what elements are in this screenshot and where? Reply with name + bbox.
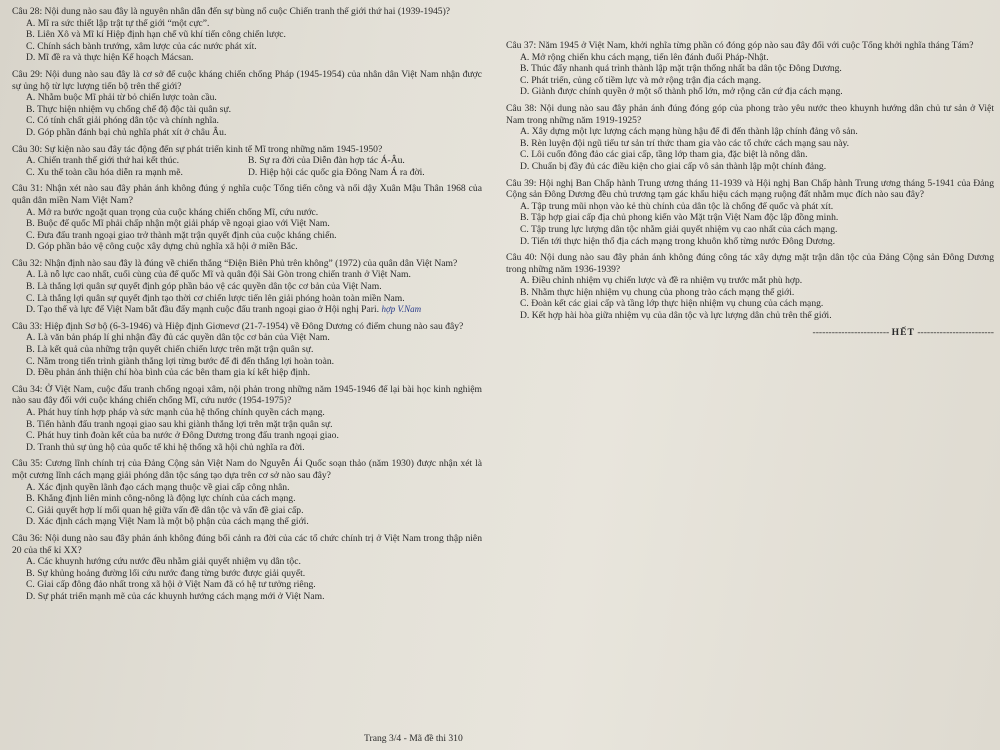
option-a: A. Nhằm buộc Mĩ phải từ bỏ chiến lược toàn cầu. xyxy=(26,92,217,104)
option-d: D. Sự phát triển mạnh mẽ của các khuynh hướng cách mạng mới ở Việt Nam. xyxy=(26,590,325,602)
option-row xyxy=(12,167,482,179)
option-b: B. Tiến hành đấu tranh ngoại giao sau khi giành thắng lợi trên mặt trận quân sự. xyxy=(26,418,333,430)
option-d: D. Xác định cách mạng Việt Nam là một bộ phận của cách mạng thế giới. xyxy=(26,516,309,528)
option-c: C. Xu thế toàn cầu hóa diễn ra mạnh mẽ. xyxy=(26,166,183,178)
option-d: D. Hiệp hội các quốc gia Đông Nam Á ra đời. xyxy=(248,166,425,178)
handwritten-note: hợp V.Nam xyxy=(381,304,422,315)
question-39 xyxy=(506,178,994,248)
question-stem: Câu 36: Nội dung nào sau đây phản ánh không đúng bối cảnh ra đời của các tổ chức chính trị ở Việt Nam trong thập niên 20 của thế kỉ XX? xyxy=(12,532,482,556)
question-32 xyxy=(12,258,482,316)
option-b: B. Là kết quả của những trận quyết chiến chiến lược trên mặt trận quân sự. xyxy=(26,344,314,356)
option-d: D. Chuẩn bị đầy đủ các điều kiện cho giai cấp vô sản thành lập một chính đảng. xyxy=(520,160,827,172)
option-c: C. Giải quyết hợp lí mối quan hệ giữa vấn đề dân tộc và vấn đề giai cấp. xyxy=(26,504,304,516)
question-stem: Câu 31: Nhận xét nào sau đây phản ánh không đúng ý nghĩa cuộc Tổng tiến công và nổi dậy Xuân Mậu Thân 1968 của quân dân miền Nam Việt Nam? xyxy=(12,183,482,206)
option-b: B. Thúc đẩy nhanh quá trình thành lập mặt trận thống nhất ba dân tộc Đông Dương. xyxy=(520,63,842,75)
option-c: C. Nằm trong tiến trình giành thắng lợi từng bước để đi đến thắng lợi hoàn toàn. xyxy=(26,355,335,367)
option-b: B. Thực hiện nhiệm vụ chống chế độ độc tài quân sự. xyxy=(26,103,231,115)
option-d: D. Góp phần bảo vệ công cuộc xây dựng chủ nghĩa xã hội ở miền Bắc. xyxy=(26,241,298,253)
option-d: D. Góp phần đánh bại chủ nghĩa phát xít ở châu Âu. xyxy=(26,126,227,138)
question-31 xyxy=(12,183,482,253)
option-a: A. Chiến tranh thế giới thứ hai kết thúc. xyxy=(26,155,180,167)
question-29 xyxy=(12,69,482,139)
option-a: A. Tập trung mũi nhọn vào kẻ thù chính của dân tộc là chống đế quốc và phát xít. xyxy=(520,200,834,212)
option-b: B. Nhằm thực hiện nhiệm vụ chung của phong trào cách mạng thế giới. xyxy=(520,286,795,298)
option-a: A. Xác định quyền lãnh đạo cách mạng thuộc về giai cấp công nhân. xyxy=(26,481,290,493)
option-b: B. Liên Xô và Mĩ kí Hiệp định hạn chế vũ khí tiến công chiến lược. xyxy=(26,29,286,41)
end-text: HẾT xyxy=(891,326,915,338)
question-36 xyxy=(12,533,482,603)
question-stem: Câu 32: Nhận định nào sau đây là đúng về chiến thắng “Điện Biên Phủ trên không” (1972) của quân dân Việt Nam? xyxy=(12,257,458,269)
option-a: A. Mở ra bước ngoặt quan trọng của cuộc kháng chiến chống Mĩ, cứu nước. xyxy=(26,206,319,218)
option-c: C. Giai cấp đông đảo nhất trong xã hội ở Việt Nam đã có hệ tư tưởng riêng. xyxy=(26,579,316,591)
option-c: C. Đoàn kết các giai cấp và tầng lớp thực hiện nhiệm vụ chung của cách mạng. xyxy=(520,298,824,310)
option-a: A. Mở rộng chiến khu cách mạng, tiến lên đánh đuổi Pháp-Nhật. xyxy=(520,51,769,63)
right-column xyxy=(506,40,994,338)
option-a: A. Xây dựng một lực lượng cách mạng hùng hậu để đi đến thành lập chính đảng vô sản. xyxy=(520,126,858,138)
option-c: C. Lôi cuốn đông đảo các giai cấp, tầng lớp tham gia, đặc biệt là nông dân. xyxy=(520,149,808,161)
option-b: B. Sự ra đời của Diễn đàn hợp tác Á-Âu. xyxy=(248,155,405,167)
question-stem: Câu 30: Sự kiện nào sau đây tác động đến sự phát triển kinh tế Mĩ trong những năm 1945-1950? xyxy=(12,143,383,155)
question-stem: Câu 37: Năm 1945 ở Việt Nam, khởi nghĩa từng phần có đóng góp nào sau đây đối với cuộc Tổng khởi nghĩa tháng Tám? xyxy=(506,40,974,51)
question-stem: Câu 38: Nội dung nào sau đây phản ánh đúng đóng góp của phong trào yêu nước theo khuynh hướng dân chủ tư sản ở Việt Nam trong những năm 1919-1925? xyxy=(506,102,994,126)
end-marker xyxy=(506,327,994,339)
end-dashes-left: ------------------------ xyxy=(812,326,890,338)
option-c: C. Phát triển, củng cố tiềm lực và mở rộng trận địa cách mạng. xyxy=(520,74,761,86)
option-c: C. Tập trung lực lượng dân tộc nhằm giải quyết nhiệm vụ cao nhất của cách mạng. xyxy=(520,223,838,235)
question-stem: Câu 34: Ở Việt Nam, cuộc đấu tranh chống ngoại xâm, nội phản trong những năm 1945-1946 để lại bài học kinh nghiệm nào sau đây đối với cuộc kháng chiến chống Mĩ, cứu nước (1954-1975)? xyxy=(12,383,482,407)
question-34 xyxy=(12,384,482,454)
question-stem: Câu 33: Hiệp định Sơ bộ (6-3-1946) và Hiệp định Giơnevơ (21-7-1954) về Đông Dương có điểm chung nào sau đây? xyxy=(12,320,464,332)
question-stem: Câu 29: Nội dung nào sau đây là cơ sở để cuộc kháng chiến chống Pháp (1945-1954) của nhân dân Việt Nam nhận được sự ủng hộ từ lực lượng tiến bộ trên thế giới? xyxy=(12,68,482,92)
option-b: B. Sự khủng hoảng đường lối cứu nước đang từng bước được giải quyết. xyxy=(26,567,306,579)
option-c: C. Là thắng lợi quân sự quyết định tạo thời cơ chiến lược tiến lên giải phóng hoàn toàn miền Nam. xyxy=(26,292,405,304)
page-footer: Trang 3/4 - Mã đề thi 310 xyxy=(364,733,463,744)
option-b: B. Buộc đế quốc Mĩ phải chấp nhận một giải pháp về ngoại giao với Việt Nam. xyxy=(26,218,330,230)
question-28 xyxy=(12,6,482,64)
option-b: B. Tập hợp giai cấp địa chủ phong kiến vào Mặt trận Việt Nam độc lập đồng minh. xyxy=(520,212,839,224)
option-c: C. Có tính chất giải phóng dân tộc và chính nghĩa. xyxy=(26,115,219,127)
option-b: B. Khẳng định liên minh công-nông là động lực chính của cách mạng. xyxy=(26,493,296,505)
question-35 xyxy=(12,458,482,528)
option-a: A. Các khuynh hướng cứu nước đều nhằm giải quyết nhiệm vụ dân tộc. xyxy=(26,556,301,568)
option-d-text: D. Tạo thế và lực để Việt Nam bắt đầu đẩy mạnh cuộc đấu tranh ngoại giao ở Hội nghị Pari. xyxy=(26,304,380,316)
option-a: A. Phát huy tính hợp pháp và sức mạnh của hệ thống chính quyền cách mạng. xyxy=(26,407,325,418)
question-38 xyxy=(506,103,994,173)
option-b: B. Là thắng lợi quân sự quyết định góp phần bảo vệ các quyền dân tộc cơ bản của Việt Nam. xyxy=(26,281,382,293)
question-stem: Câu 40: Nội dung nào sau đây phản ánh không đúng công tác xây dựng mặt trận dân tộc của Đảng Cộng sản Đông Dương trong những năm 1936-1939? xyxy=(506,252,994,275)
option-c: C. Chính sách bành trướng, xâm lược của các nước phát xít. xyxy=(26,40,257,52)
option-d: D. Tranh thủ sự ủng hộ của quốc tế khi hệ thống xã hội chủ nghĩa ra đời. xyxy=(26,441,305,453)
option-d: D. Giành được chính quyền ở một số thành phố lớn, mở rộng căn cứ địa cách mạng. xyxy=(520,86,843,98)
question-40 xyxy=(506,252,994,322)
option-d: D. Đều phản ánh thiện chí hòa bình của các bên tham gia kí kết hiệp định. xyxy=(26,367,310,379)
option-b: B. Rèn luyện đội ngũ tiểu tư sản trí thức tham gia vào các tổ chức cách mạng sau này. xyxy=(520,137,850,149)
option-a: A. Là nỗ lực cao nhất, cuối cùng của đế quốc Mĩ và quân đội Sài Gòn trong chiến tranh ở Việt Nam. xyxy=(26,269,411,281)
end-dashes-right: ------------------------ xyxy=(917,326,994,338)
question-stem: Câu 35: Cương lĩnh chính trị của Đảng Cộng sản Việt Nam do Nguyễn Ái Quốc soạn thảo (năm 1930) được nhận xét là một cương lĩnh cách mạng giải phóng dân tộc sáng tạo dựa trên cơ sở nào sau đây? xyxy=(12,458,482,481)
option-d xyxy=(12,304,482,316)
question-33 xyxy=(12,321,482,379)
option-a: A. Mĩ ra sức thiết lập trật tự thế giới “một cực”. xyxy=(26,17,210,29)
option-a: A. Điều chỉnh nhiệm vụ chiến lược và đề ra nhiệm vụ trước mắt phù hợp. xyxy=(520,275,803,287)
option-row xyxy=(12,155,482,167)
question-37 xyxy=(506,40,994,98)
option-c: C. Đưa đấu tranh ngoại giao trở thành mặt trận quyết định của cuộc kháng chiến. xyxy=(26,229,337,241)
question-30 xyxy=(12,144,482,179)
question-stem: Câu 28: Nội dung nào sau đây là nguyên nhân dẫn đến sự bùng nổ cuộc Chiến tranh thế giới thứ hai (1939-1945)? xyxy=(12,6,451,17)
left-column xyxy=(12,6,482,608)
question-stem: Câu 39: Hội nghị Ban Chấp hành Trung ương tháng 11-1939 và Hội nghị Ban Chấp hành Trung ương tháng 5-1941 của Đảng Cộng sản Đông Dương đều chủ trương tạm gác khẩu hiệu cách mạng ruộng đất nhằm mục đích nào sau đây? xyxy=(506,177,994,201)
option-c: C. Phát huy tinh đoàn kết của ba nước ở Đông Dương trong đấu tranh ngoại giao. xyxy=(26,430,339,442)
option-d: D. Mĩ đề ra và thực hiện Kế hoạch Mácsan. xyxy=(26,52,194,64)
option-d: D. Kết hợp hài hòa giữa nhiệm vụ của dân tộc và lực lượng dân chủ trên thế giới. xyxy=(520,310,832,322)
option-d: D. Tiến tới thực hiện thổ địa cách mạng trong khuôn khổ từng nước Đông Dương. xyxy=(520,235,836,247)
option-a: A. Là văn bản pháp lí ghi nhận đầy đủ các quyền dân tộc cơ bản của Việt Nam. xyxy=(26,332,330,344)
